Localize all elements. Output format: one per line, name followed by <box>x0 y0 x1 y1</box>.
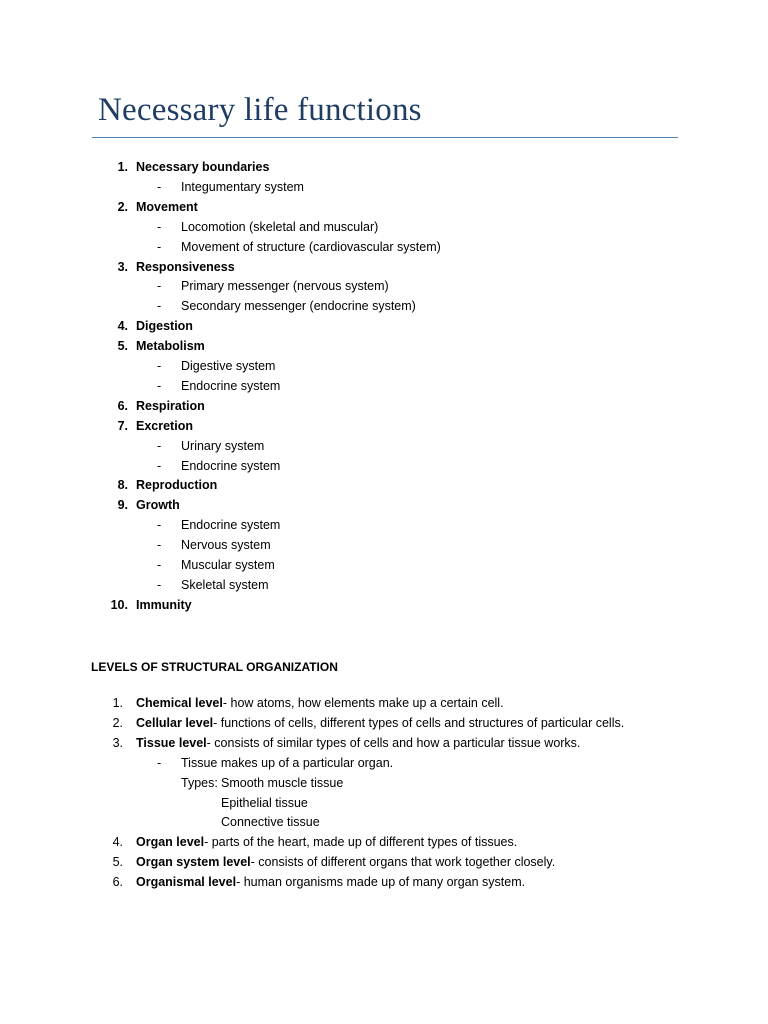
list-item-number: 8. <box>117 478 128 493</box>
level-term: Organismal level <box>136 875 237 890</box>
sub-list-item-text: Urinary system <box>181 438 265 453</box>
level-term: Chemical level <box>136 696 223 710</box>
sub-list-item <box>0 356 768 376</box>
level-term: Organ system level <box>136 855 251 870</box>
list-item-label: Excretion <box>136 418 193 433</box>
list-item-text <box>136 733 580 753</box>
sub-list-item <box>0 276 768 296</box>
sub-list-item-text: Endocrine system <box>181 458 281 473</box>
list-item-number: 2. <box>117 199 128 214</box>
title-underline <box>92 137 678 138</box>
bullet-dash: - <box>157 518 162 533</box>
sub-list-item <box>0 296 768 316</box>
sub-list-item <box>0 456 768 476</box>
sub-list-item <box>0 436 768 456</box>
sub-list-item-text: Nervous system <box>181 538 271 553</box>
list-item-number: 3. <box>117 259 128 274</box>
bullet-dash: - <box>157 458 162 473</box>
list-item-label: Metabolism <box>136 339 205 354</box>
level-term: Organ level <box>136 835 205 850</box>
list-item-number: 4. <box>112 835 123 850</box>
tissue-type: Connective tissue <box>221 815 320 830</box>
list-item <box>0 693 768 713</box>
bullet-dash: - <box>157 359 162 373</box>
sub-list-item-text: Primary messenger (nervous system) <box>181 279 389 294</box>
bullet-dash: - <box>157 279 162 294</box>
list-item-text <box>136 693 504 713</box>
bullet-dash: - <box>157 239 162 254</box>
list-item-text <box>136 832 517 852</box>
bullet-dash: - <box>157 538 162 553</box>
level-description: - functions of cells, different types of cells and structures of particular cells. <box>213 715 625 730</box>
list-item <box>0 852 768 872</box>
list-item <box>0 832 768 852</box>
list-item-number: 5. <box>117 339 128 354</box>
list-item <box>0 257 768 277</box>
list-item <box>0 396 768 416</box>
tissue-type: Epithelial tissue <box>221 795 308 810</box>
sub-list-item-text: Skeletal system <box>181 577 269 592</box>
list-item-number: 4. <box>117 319 128 334</box>
list-item <box>0 316 768 336</box>
bullet-dash: - <box>157 558 162 572</box>
tissue-type-line <box>0 773 768 793</box>
bullet-dash: - <box>157 378 162 393</box>
bullet-dash: - <box>157 219 162 234</box>
tissue-type: Smooth muscle tissue <box>221 775 344 790</box>
list-item-number: 1. <box>112 696 123 710</box>
list-item-label: Responsiveness <box>136 259 235 274</box>
level-description: - how atoms, how elements make up a certain cell. <box>222 696 504 710</box>
sub-list-item-text: Tissue makes up of a particular organ. <box>181 755 394 770</box>
bullet-dash: - <box>157 179 162 194</box>
list-item <box>0 157 768 177</box>
list-item-number: 7. <box>117 418 128 433</box>
sub-list-item-text: Endocrine system <box>181 518 281 533</box>
sub-list-item-text: Locomotion (skeletal and muscular) <box>181 219 379 234</box>
sub-list-item-text: Endocrine system <box>181 378 281 393</box>
sub-list-item <box>0 753 768 773</box>
bullet-dash: - <box>157 299 162 314</box>
sub-list-item <box>0 555 768 575</box>
list-item-text <box>136 852 555 872</box>
list-item-label: Reproduction <box>136 478 218 493</box>
list-item-number: 1. <box>117 160 128 174</box>
level-description: - human organisms made up of many organ system. <box>236 875 526 890</box>
bullet-dash: - <box>157 438 162 453</box>
bullet-dash: - <box>157 755 162 770</box>
list-item <box>0 713 768 733</box>
list-item-label: Necessary boundaries <box>136 160 270 174</box>
list-item-label: Immunity <box>136 597 192 612</box>
level-term: Cellular level <box>136 715 214 730</box>
list-item-number: 2. <box>112 715 123 730</box>
bullet-dash: - <box>157 577 162 592</box>
sub-list-item-text: Digestive system <box>181 359 276 373</box>
list-item <box>0 733 768 753</box>
list-item-label: Movement <box>136 199 198 214</box>
types-label: Types: <box>181 775 218 790</box>
tissue-type-line <box>0 812 768 832</box>
level-description: - parts of the heart, made up of different types of tissues. <box>204 835 518 850</box>
sub-list-item <box>0 575 768 595</box>
sub-list-item <box>0 217 768 237</box>
list-item-number: 6. <box>112 875 123 890</box>
list-item-number: 3. <box>112 735 123 750</box>
list-item-number: 10. <box>110 597 128 612</box>
level-term: Tissue level <box>136 735 207 750</box>
list-item-number: 5. <box>112 855 123 870</box>
sub-list-item <box>0 237 768 257</box>
sub-list-item <box>0 535 768 555</box>
list-item-text <box>136 872 525 892</box>
list-item-label: Respiration <box>136 398 205 413</box>
list-item-number: 6. <box>117 398 128 413</box>
list-item-text <box>136 713 624 733</box>
list-item <box>0 872 768 892</box>
list-item <box>0 495 768 515</box>
list-item <box>0 595 768 615</box>
sub-list-item <box>0 376 768 396</box>
list-item-label: Digestion <box>136 319 193 334</box>
list-item-label: Growth <box>136 498 180 513</box>
level-description: - consists of different organs that work together closely. <box>250 855 556 870</box>
list-item <box>0 475 768 495</box>
sub-list-item-text: Muscular system <box>181 558 275 572</box>
list-item <box>0 416 768 436</box>
tissue-type-line <box>0 793 768 813</box>
section-heading: LEVELS OF STRUCTURAL ORGANIZATION <box>91 660 338 674</box>
page-title: Necessary life functions <box>98 92 422 128</box>
list-item-number: 9. <box>117 498 128 513</box>
list-item <box>0 336 768 356</box>
list-item <box>0 197 768 217</box>
sub-list-item <box>0 177 768 197</box>
level-description: - consists of similar types of cells and how a particular tissue works. <box>206 735 581 750</box>
sub-list-item-text: Secondary messenger (endocrine system) <box>181 299 416 314</box>
sub-list-item-text: Integumentary system <box>181 179 304 194</box>
sub-list-item <box>0 515 768 535</box>
sub-list-item-text: Movement of structure (cardiovascular system) <box>181 239 441 254</box>
